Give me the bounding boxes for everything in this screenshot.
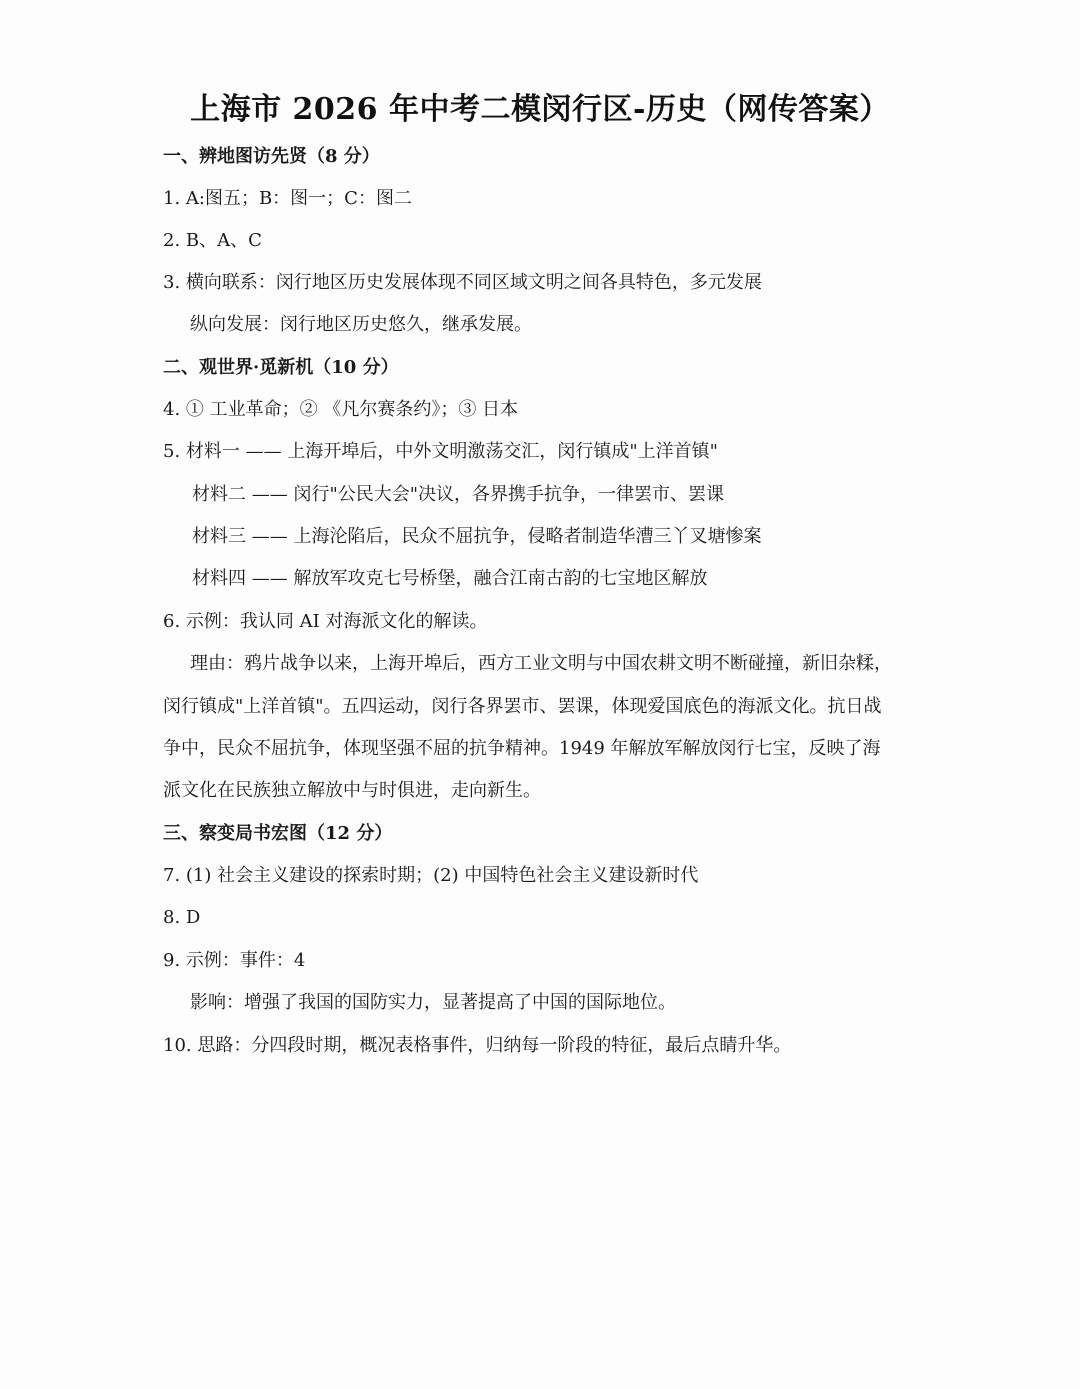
answer-line: 2. B、A、C [163, 230, 262, 251]
answer-paragraph-line: 理由：鸦片战争以来，上海开埠后，西方工业文明与中国农耕文明不断碰撞，新旧杂糅， [190, 653, 892, 674]
section-heading-2: 二、观世界·觅新机（10 分） [163, 357, 399, 378]
answer-line: 1. A:图五；B：图一；C：图二 [163, 188, 412, 209]
answer-line: 9. 示例：事件：4 [163, 950, 306, 971]
section-heading-3: 三、察变局书宏图（12 分） [163, 823, 393, 844]
answer-line: 6. 示例：我认同 AI 对海派文化的解读。 [163, 611, 488, 632]
answer-paragraph-line: 争中，民众不屈抗争，体现坚强不屈的抗争精神。1949 年解放军解放闵行七宝，反映了海 [163, 738, 881, 759]
answer-line: 纵向发展：闵行地区历史悠久，继承发展。 [190, 314, 532, 335]
answer-paragraph-line: 派文化在民族独立解放中与时俱进，走向新生。 [163, 780, 541, 801]
section-heading-1: 一、辨地图访先贤（8 分） [163, 146, 380, 167]
answer-line: 4. ① 工业革命；② 《凡尔赛条约》；③ 日本 [163, 399, 519, 420]
answer-line: 5. 材料一 —— 上海开埠后，中外文明激荡交汇，闵行镇成"上洋首镇" [163, 441, 718, 462]
document-title: 上海市 2026 年中考二模闵行区-历史（网传答案） [190, 92, 890, 127]
answer-line: 10. 思路：分四段时期，概况表格事件，归纳每一阶段的特征，最后点睛升华。 [163, 1035, 792, 1056]
answer-line: 8. D [163, 907, 201, 928]
answer-line: 7. (1) 社会主义建设的探索时期；(2) 中国特色社会主义建设新时代 [163, 865, 699, 886]
answer-line: 材料二 —— 闵行"公民大会"决议，各界携手抗争，一律罢市、罢课 [192, 484, 724, 505]
answer-line: 材料四 —— 解放军攻克七号桥堡，融合江南古韵的七宝地区解放 [192, 568, 708, 589]
answer-paragraph-line: 闵行镇成"上洋首镇"。五四运动，闵行各界罢市、罢课，体现爱国底色的海派文化。抗日战 [163, 696, 882, 717]
answer-line: 材料三 —— 上海沦陷后，民众不屈抗争，侵略者制造华漕三丫叉塘惨案 [192, 526, 762, 547]
answer-line: 影响：增强了我国的国防实力，显著提高了中国的国际地位。 [190, 992, 676, 1013]
answer-line: 3. 横向联系：闵行地区历史发展体现不同区域文明之间各具特色，多元发展 [163, 272, 762, 293]
